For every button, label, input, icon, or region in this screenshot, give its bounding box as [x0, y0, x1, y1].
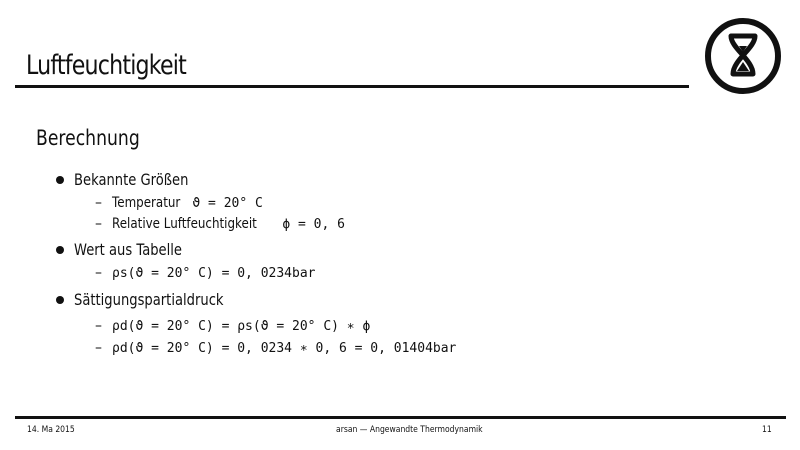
- footer-rule: [15, 416, 786, 419]
- sub-item: – ρd(ϑ = 20° C) = ρs(ϑ = 20° C) ∗ ϕ: [95, 318, 371, 334]
- bullet-item: [56, 240, 206, 259]
- bullet-icon: [56, 176, 64, 184]
- formula: ρs(ϑ = 20° C) = 0, 0234bar: [112, 266, 316, 281]
- formula: ϕ = 0, 6: [282, 217, 345, 232]
- bullet-item: [56, 170, 214, 189]
- slide-title: Luftfeuchtigkeit: [26, 50, 186, 81]
- title-rule: [15, 85, 689, 88]
- bullet-label: Bekannte Größen: [74, 170, 189, 189]
- footer-title: arsan — Angewandte Thermodynamik: [336, 425, 483, 435]
- bullet-label: Wert aus Tabelle: [74, 240, 182, 259]
- bullet-label: Sättigungspartialdruck: [74, 290, 224, 309]
- formula: ρd(ϑ = 20° C) = 0, 0234 ∗ 0, 6 = 0, 01404bar: [112, 341, 457, 356]
- sub-label: Temperatur: [112, 195, 181, 211]
- formula: ρd(ϑ = 20° C) = ρs(ϑ = 20° C) ∗ ϕ: [112, 319, 371, 334]
- page-number: 11: [762, 425, 772, 435]
- sub-item: – ρs(ϑ = 20° C) = 0, 0234bar: [95, 265, 316, 281]
- formula: ϑ = 20° C: [192, 196, 263, 211]
- sub-item: – ρd(ϑ = 20° C) = 0, 0234 ∗ 0, 6 = 0, 01404bar: [95, 340, 457, 356]
- sub-label: Relative Luftfeuchtigkeit: [112, 216, 257, 232]
- bullet-icon: [56, 246, 64, 254]
- section-heading: Berechnung: [36, 126, 140, 150]
- bullet-icon: [56, 296, 64, 304]
- bullet-item: [56, 290, 256, 309]
- sub-item: – Temperatur ϑ = 20° C: [95, 195, 263, 211]
- footer-date: 14. Ma 2015: [27, 425, 75, 435]
- sub-item: – Relative Luftfeuchtigkeit ϕ = 0, 6: [95, 216, 345, 232]
- hourglass-logo-icon: [703, 16, 783, 96]
